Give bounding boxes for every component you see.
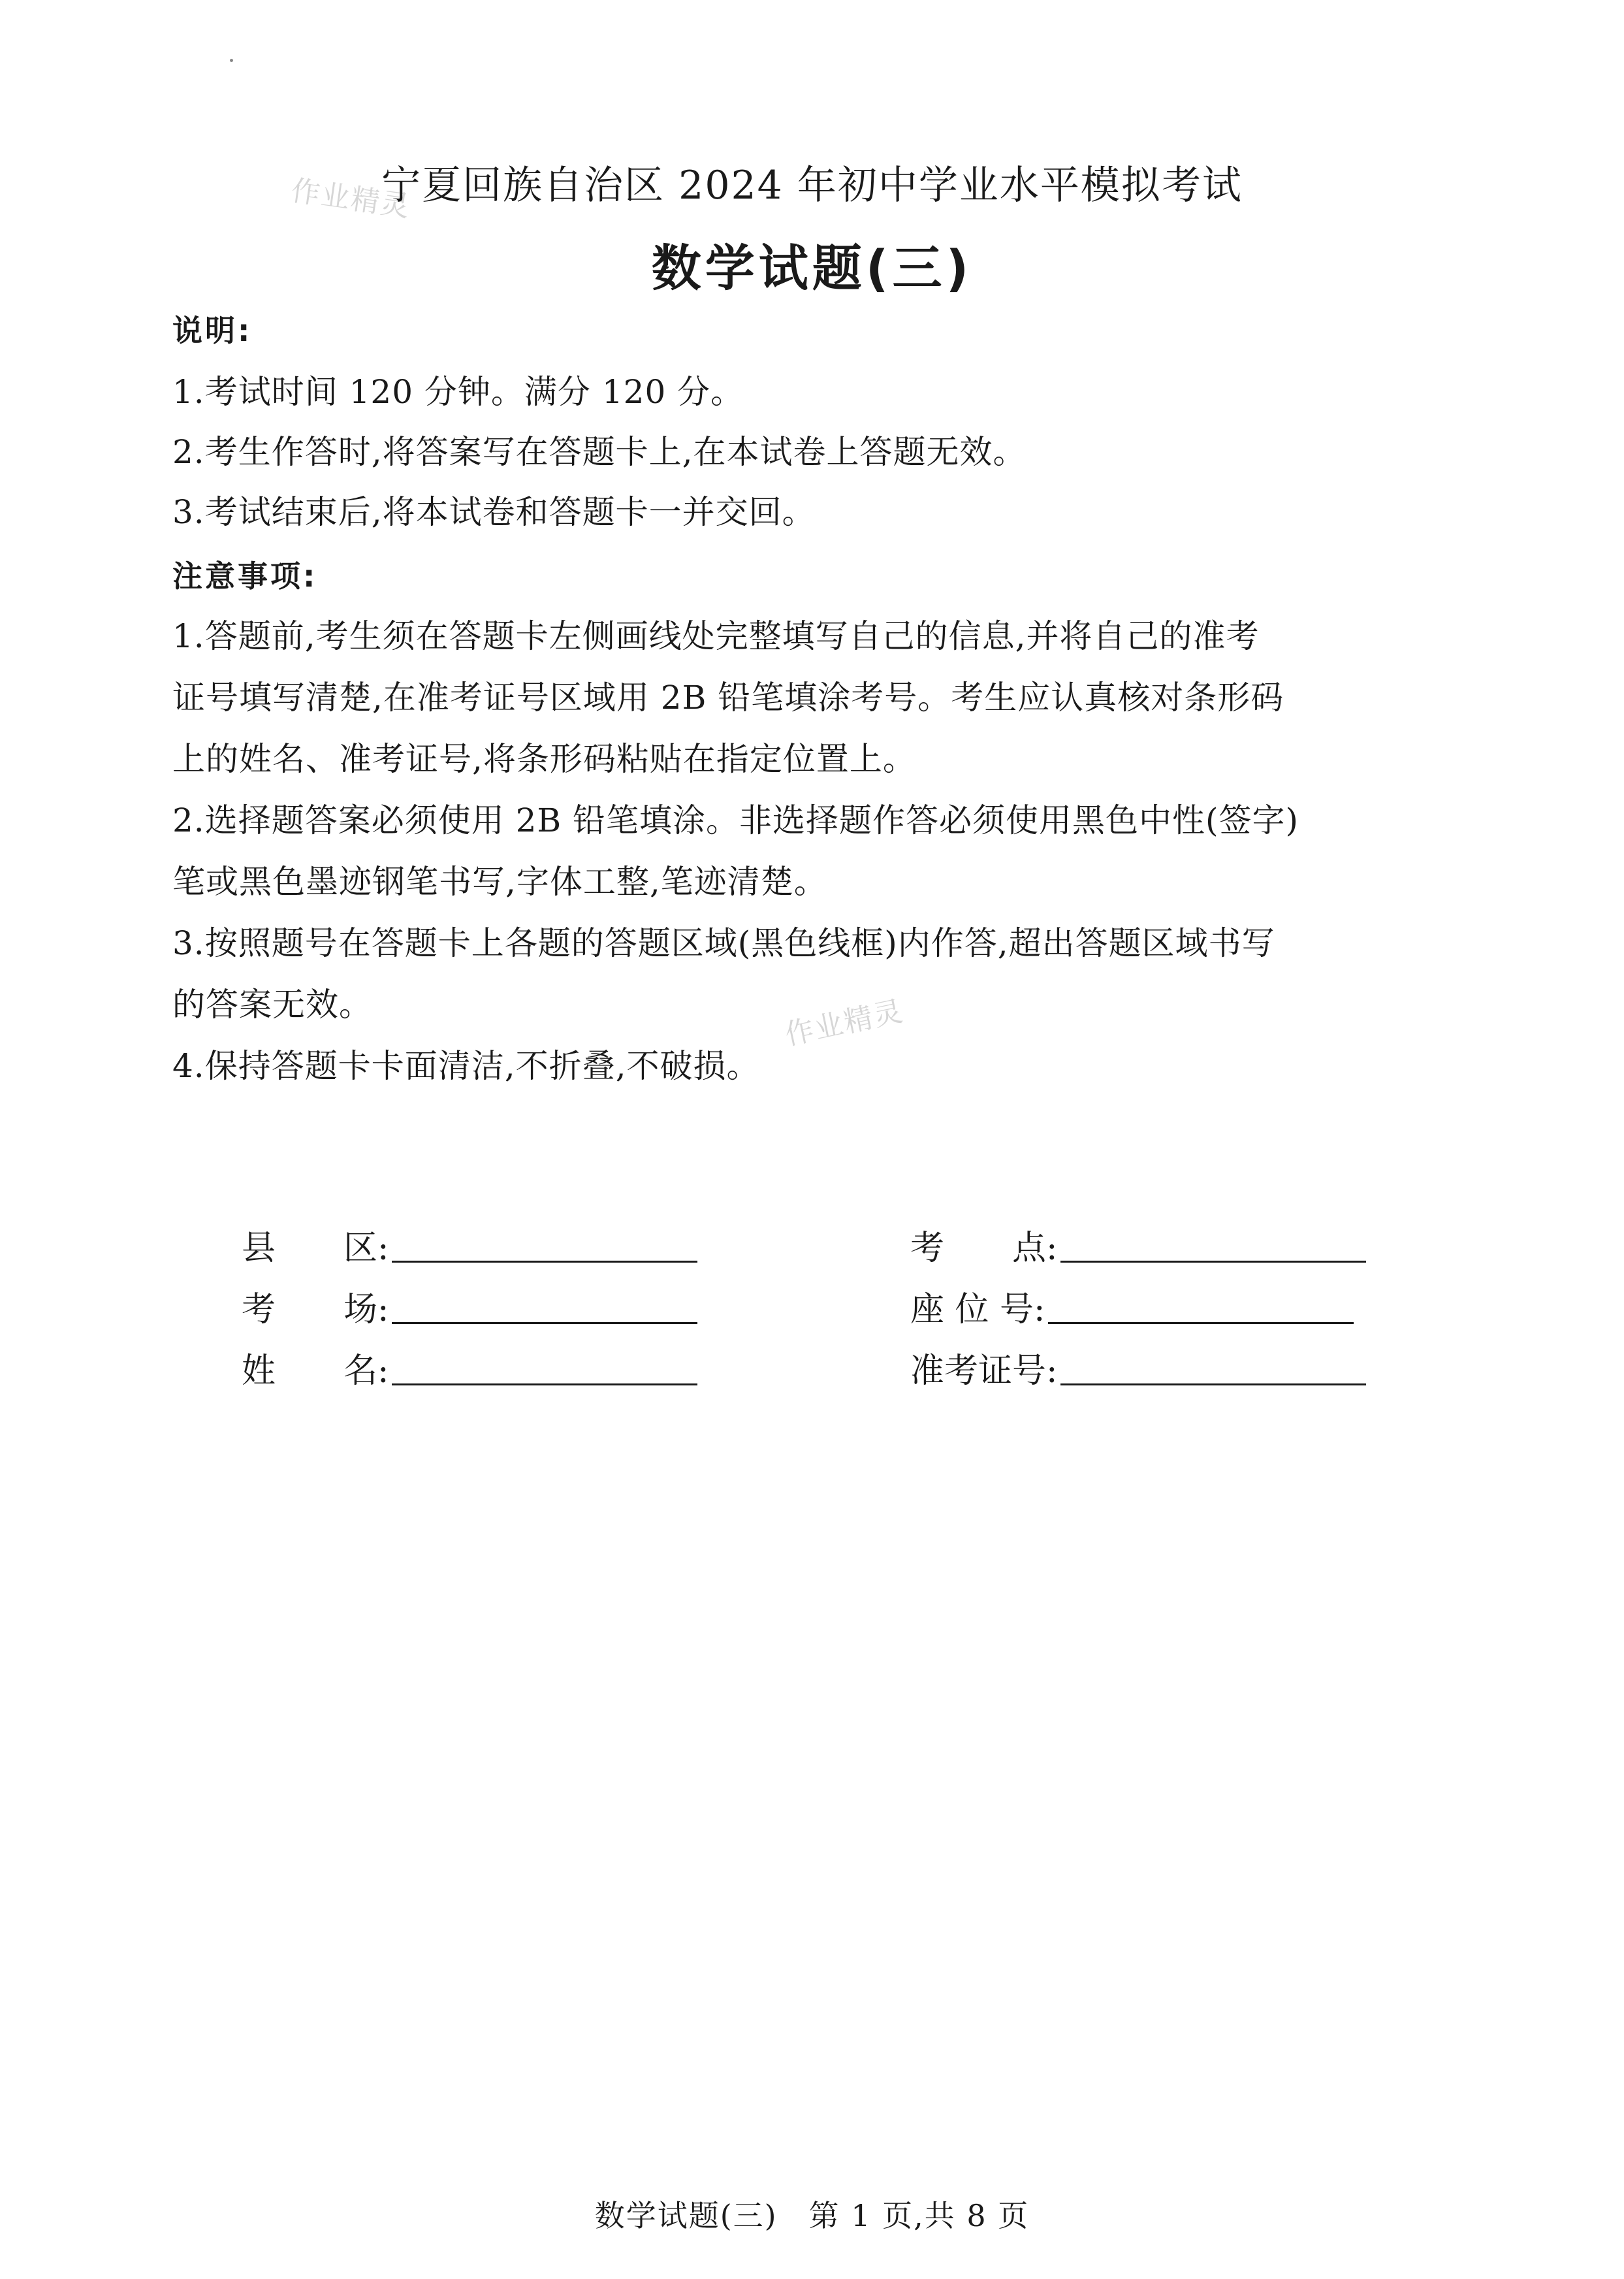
exam-title: 宁夏回族自治区 2024 年初中学业水平模拟考试 [381,163,1243,208]
exam-room-field [242,1282,697,1331]
notes-line: 的答案无效。 [172,986,372,1024]
notes-line: 2.选择题答案必须使用 2B 铅笔填涂。非选择题作答必须使用黑色中性(签字) [172,801,1299,839]
name-label: 姓 名: [242,1351,389,1391]
exam-site-blank[interactable] [1060,1258,1366,1263]
admission-number-blank[interactable] [1060,1381,1366,1385]
notes-line: 1.答题前,考生须在答题卡左侧画线处完整填写自己的信息,并将自己的准考 [172,617,1260,655]
name-blank[interactable] [392,1381,697,1385]
county-blank[interactable] [392,1258,697,1263]
seat-number-blank[interactable] [1048,1319,1354,1324]
watermark-middle: 作业精灵 [782,994,907,1052]
notes-line: 笔或黑色墨迹钢笔书写,字体工整,笔迹清楚。 [172,863,827,901]
notes-heading: 注意事项: [172,558,318,594]
county-field [242,1220,697,1269]
admission-number-field [910,1343,1366,1392]
seat-number-field [910,1282,1354,1331]
name-field [242,1343,697,1392]
notes-line: 上的姓名、准考证号,将条形码粘贴在指定位置上。 [172,740,916,778]
instructions-heading: 说明: [172,313,253,348]
instruction-item: 1.考试时间 120 分钟。满分 120 分。 [172,373,744,411]
exam-site-label: 考 点: [910,1229,1058,1268]
notes-line: 3.按照题号在答题卡上各题的答题区域(黑色线框)内作答,超出答题区域书写 [172,924,1275,962]
scan-speck [230,59,233,62]
admission-number-label: 准考证号: [910,1351,1058,1391]
subject-title: 数学试题(三) [651,239,973,297]
instruction-item: 2.考生作答时,将答案写在答题卡上,在本试卷上答题无效。 [172,433,1027,471]
exam-room-label: 考 场: [242,1290,389,1329]
exam-room-blank[interactable] [392,1319,697,1324]
notes-line: 证号填写清楚,在准考证号区域用 2B 铅笔填涂考号。考生应认真核对条形码 [172,679,1284,717]
exam-site-field [910,1220,1366,1269]
county-label: 县 区: [242,1229,389,1268]
watermark-top: 作业精灵 [289,174,413,224]
seat-number-label: 座 位 号: [910,1290,1045,1329]
page-footer: 数学试题(三) 第 1 页,共 8 页 [594,2198,1030,2233]
instruction-item: 3.考试结束后,将本试卷和答题卡一并交回。 [172,493,816,531]
notes-line: 4.保持答题卡卡面清洁,不折叠,不破损。 [172,1047,760,1085]
